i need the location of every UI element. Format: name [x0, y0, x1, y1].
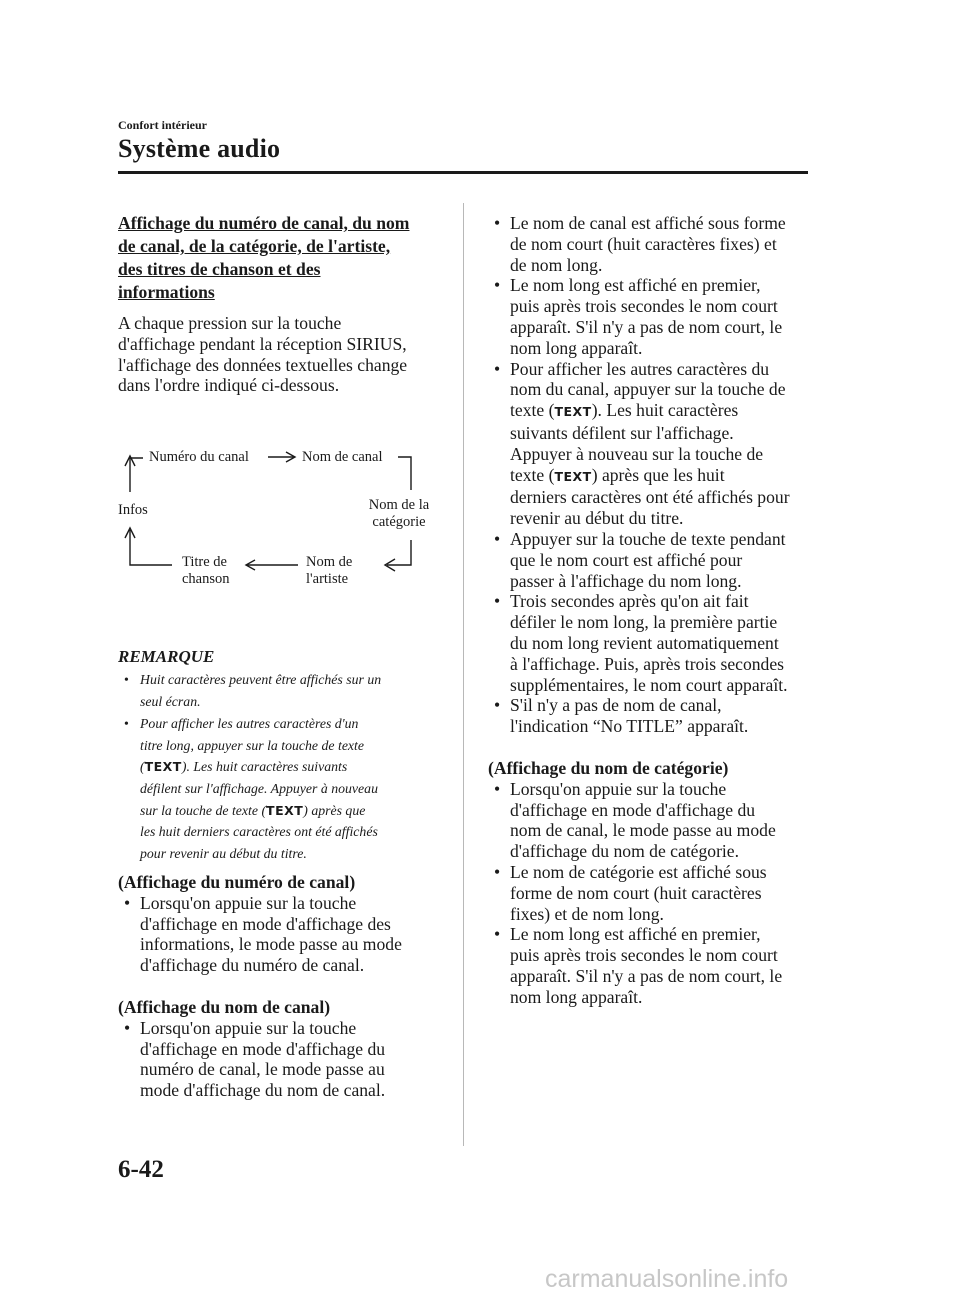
- list-item: • Appuyer sur la touche de texte pendant que le nom court est affiché pour passer à l'affichage du nom long.: [488, 529, 810, 591]
- list-item: • Trois secondes après qu'on ait fait défiler le nom long, la première partie du nom long revient automatiquement à l'affichage. Puis, après trois secondes supplémentaires, le nom court apparaît.: [488, 591, 810, 695]
- list-item: • Pour afficher les autres caractères du nom du canal, appuyer sur la touche de texte (TEXT). Les huit caractères suivants défilent sur l'affichage. Appuyer à nouveau sur la touche de texte (TEXT) après que les huit derniers caractères ont été affichés pour revenir au début du titre.: [488, 359, 810, 529]
- channel-name-section: [118, 997, 438, 1101]
- list-item: • S'il n'y a pas de nom de canal, l'indication “No TITLE” apparaît.: [488, 695, 810, 737]
- text-key-icon: TEXT: [554, 468, 592, 484]
- watermark: carmanualsonline.info: [545, 1265, 789, 1293]
- subsection-title: (Affichage du nom de canal): [118, 997, 331, 1017]
- diagram-song-title: Titre de chanson: [182, 554, 230, 587]
- diagram-channel-name: Nom de canal: [302, 449, 383, 465]
- page-title: Système audio: [118, 134, 281, 163]
- text-key-icon: TEXT: [144, 759, 182, 775]
- subsection-title: (Affichage du nom de catégorie): [488, 757, 729, 778]
- channel-number-section: [118, 872, 438, 976]
- list-item: • Le nom de catégorie est affiché sous forme de nom court (huit caractères fixes) et de nom long.: [488, 862, 810, 924]
- list-item: • Lorsqu'on appuie sur la touche d'affichage en mode d'affichage du nom de canal, le mode passe au mode d'affichage du nom de catégorie.: [488, 779, 810, 862]
- note-title: REMARQUE: [118, 647, 215, 666]
- diagram-category-name: Nom de la catégorie: [368, 497, 430, 530]
- page-number: 6-42: [118, 1156, 164, 1183]
- diagram-channel-number: Numéro du canal: [149, 449, 249, 465]
- list-item: • Le nom de canal est affiché sous forme de nom court (huit caractères fixes) et de nom long.: [488, 213, 810, 275]
- diagram-artist-name: Nom de l'artiste: [306, 554, 353, 587]
- list-item: • Lorsqu'on appuie sur la touche d'affichage en mode d'affichage du numéro de canal, le mode passe au mode d'affichage du nom de canal.: [118, 1018, 438, 1101]
- note-item: • Pour afficher les autres caractères d'un titre long, appuyer sur la touche de texte (TEXT). Les huit caractères suivants défilent sur l'affichage. Appuyer à nouveau sur la touche de texte (TEXT) après que les huit derniers caractères ont été affichés pour revenir au début du titre.: [118, 713, 438, 864]
- diagram-info: Infos: [118, 502, 148, 518]
- note-item: • Huit caractères peuvent être affichés sur un seul écran.: [118, 669, 438, 712]
- list-item: • Le nom long est affiché en premier, puis après trois secondes le nom court apparaît. S'il n'y a pas de nom court, le nom long apparaît.: [488, 924, 810, 1007]
- intro-paragraph: A chaque pression sur la touche d'affichage pendant la réception SIRIUS, l'affichage des données textuelles change dans l'ordre indiqué ci-dessous.: [118, 313, 408, 396]
- list-item: • Le nom long est affiché en premier, puis après trois secondes le nom court apparaît. S'il n'y a pas de nom court, le nom long apparaît.: [488, 275, 810, 358]
- section-label: Confort intérieur: [118, 118, 207, 132]
- section-heading: Affichage du numéro de canal, du nom de canal, de la catégorie, de l'artiste, des titres de chanson et des informations: [118, 213, 410, 302]
- subsection-title: (Affichage du numéro de canal): [118, 872, 356, 892]
- note-block: [118, 647, 438, 864]
- text-key-icon: TEXT: [554, 404, 592, 420]
- text-key-icon: TEXT: [266, 802, 304, 818]
- list-item: • Lorsqu'on appuie sur la touche d'affichage en mode d'affichage des informations, le mode passe au mode d'affichage du numéro de canal.: [118, 893, 438, 976]
- right-column: [488, 213, 810, 1007]
- column-divider: [463, 203, 464, 1146]
